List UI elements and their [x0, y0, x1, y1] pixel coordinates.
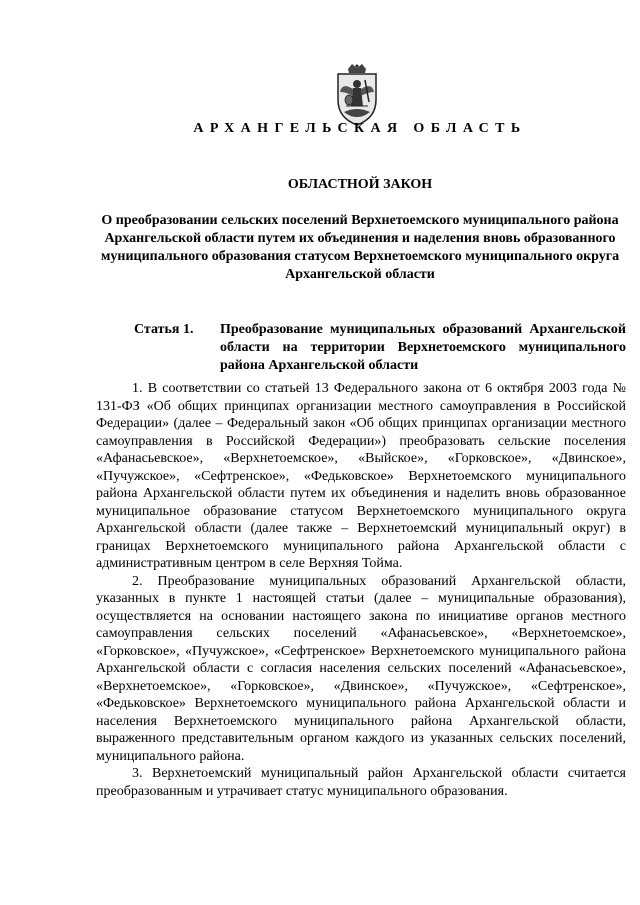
article-title: Преобразование муниципальных образований Архангельской области на территории Верхнетоемского муниципального района Архангельской области [220, 322, 626, 373]
coat-of-arms-archangel-icon [324, 62, 390, 128]
article-number: Статья 1. [134, 322, 194, 337]
paragraph-1: 1. В соответствии со статьей 13 Федерального закона от 6 октября 2003 года № 131-ФЗ «Об общих принципах организации местного самоуправления в Российской Федерации» (далее – Федеральный закон «Об общих принципах организации местного самоуправления в Российской Федерации») преобразовать сельские поселения «Афанасьевское», «Верхнетоемское», «Выйское», «Горковское», «Двинское», «Пучужское», «Сефтренское», «Федьковское» Верхнетоемского муниципального района Архангельской области путем их объединения и наделить вновь образованное муниципальное образование статусом Верхнетоемского муниципального округа Архангельской области (далее также – Верхнетоемский муниципальный округ) в границах Верхнетоемского муниципального района Архангельской области с административным центром в селе Верхняя Тойма. [96, 381, 626, 571]
article-body [96, 380, 626, 800]
region-name: АРХАНГЕЛЬСКАЯ ОБЛАСТЬ [193, 121, 527, 136]
paragraph-3: 3. Верхнетоемский муниципальный район Архангельской области считается преобразованным и утрачивает статус муниципального образования. [96, 766, 626, 799]
law-type-heading: ОБЛАСТНОЙ ЗАКОН [287, 177, 433, 192]
paragraph-2: 2. Преобразование муниципальных образований Архангельской области, указанных в пункте 1 настоящей статьи (далее – муниципальные образования), осуществляется на основании настоящего закона по инициативе органов местного самоуправления сельских поселений «Афанасьевское», «Верхнетоемское», «Горковское», «Пучужское», «Сефтренское» Верхнетоемского муниципального района Архангельской области с согласия населения сельских поселений «Афанасьевское», «Верхнетоемское», «Горковское», «Двинское», «Пучужское», «Сефтренское», «Федьковское» Верхнетоемского муниципального района Архангельской области и населения Верхнетоемского муниципального района Архангельской области, выраженного представительным органом каждого из указанных сельских поселений, муниципального района. [96, 573, 626, 764]
law-title: О преобразовании сельских поселений Верхнетоемского муниципального района Архангельской области путем их объединения и наделения вновь образованного муниципального образования статусом Верхнетоемского муниципального округа Архангельской области [100, 213, 620, 282]
article-header [134, 321, 626, 375]
